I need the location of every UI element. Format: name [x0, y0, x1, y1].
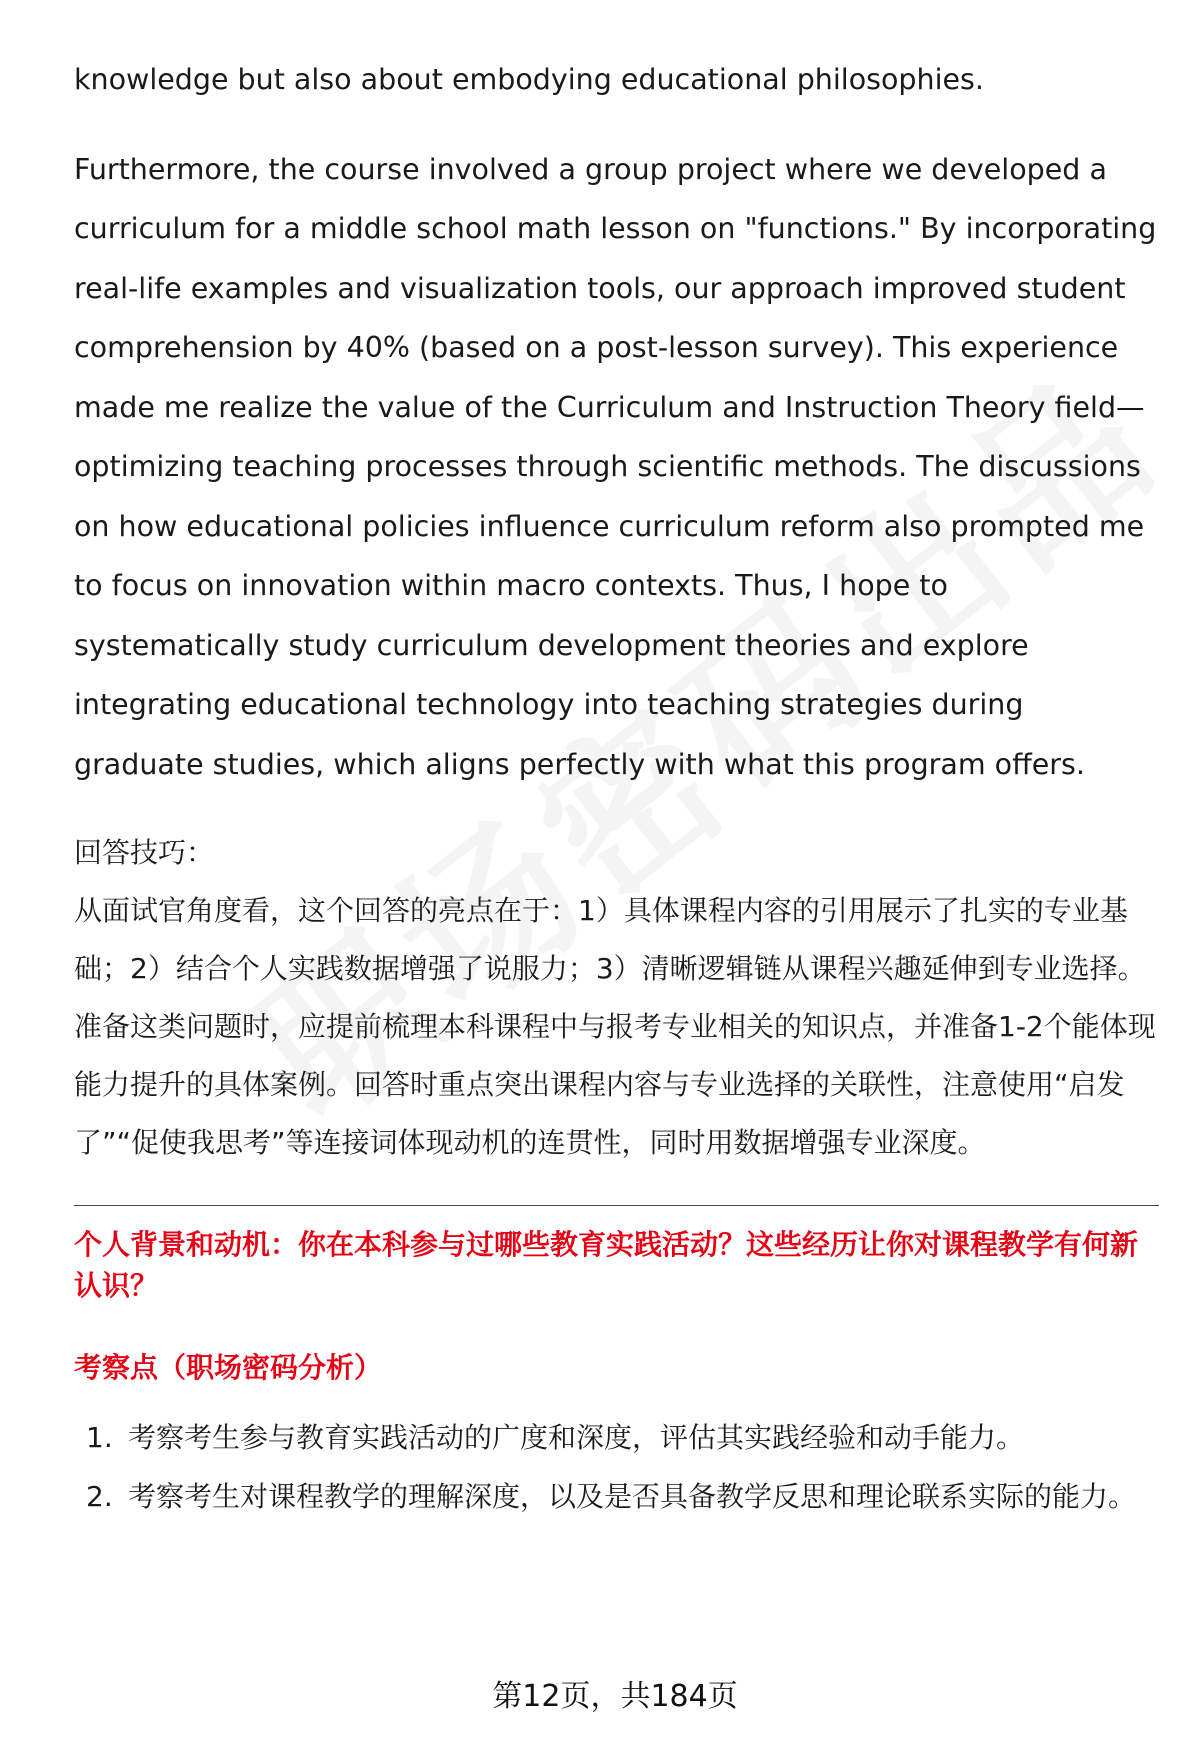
document-body — [74, 50, 1159, 1526]
list-item-number: 1. — [86, 1421, 113, 1454]
answer-paragraph-1: knowledge but also about embodying educational philosophies. — [74, 63, 984, 96]
analysis-points — [74, 1408, 1159, 1526]
list-item-number: 2. — [86, 1480, 113, 1513]
answer-paragraph-2: Furthermore, the course involved a group project where we developed a curriculum for a middle school math lesson on "functions." By incorporating real-life examples and visualization tools, our approach improved student comprehension by 40% (based on a post-lesson survey). This experience made me realize the value of the Curriculum and Instruction Theory field—optimizing teaching processes through scientific methods. The discussions on how educational policies influence curriculum reform also prompted me to focus on innovation within macro contexts. Thus, I hope to systematically study curriculum development theories and explore integrating educational technology into teaching strategies during graduate studies, which aligns perfectly with what this program offers. — [74, 152, 1157, 781]
list-item-text: 考察考生对课程教学的理解深度，以及是否具备教学反思和理论联系实际的能力。 — [128, 1480, 1137, 1513]
section-divider — [74, 1205, 1159, 1206]
list-item — [74, 1467, 1159, 1526]
tips-text: 从面试官角度看，这个回答的亮点在于：1）具体课程内容的引用展示了扎实的专业基础；2）结合个人实践数据增强了说服力；3）清晰逻辑链从课程兴趣延伸到专业选择。准备这类问题时，应提前梳理本科课程中与报考专业相关的知识点，并准备1-2个能体现能力提升的具体案例。回答时重点突出课程内容与专业选择的关联性，注意使用“启发了”“促使我思考”等连接词体现动机的连贯性，同时用数据增强专业深度。 — [74, 894, 1156, 1159]
page-number: 第12页，共184页 — [492, 1679, 738, 1714]
list-item — [74, 1408, 1159, 1467]
interview-question: 个人背景和动机：你在本科参与过哪些教育实践活动？这些经历让你对课程教学有何新认识？ — [74, 1228, 1139, 1302]
analysis-heading: 考察点（职场密码分析） — [74, 1351, 383, 1384]
tips-label: 回答技巧： — [74, 836, 215, 869]
list-item-text: 考察考生参与教育实践活动的广度和深度，评估其实践经验和动手能力。 — [128, 1421, 1025, 1454]
